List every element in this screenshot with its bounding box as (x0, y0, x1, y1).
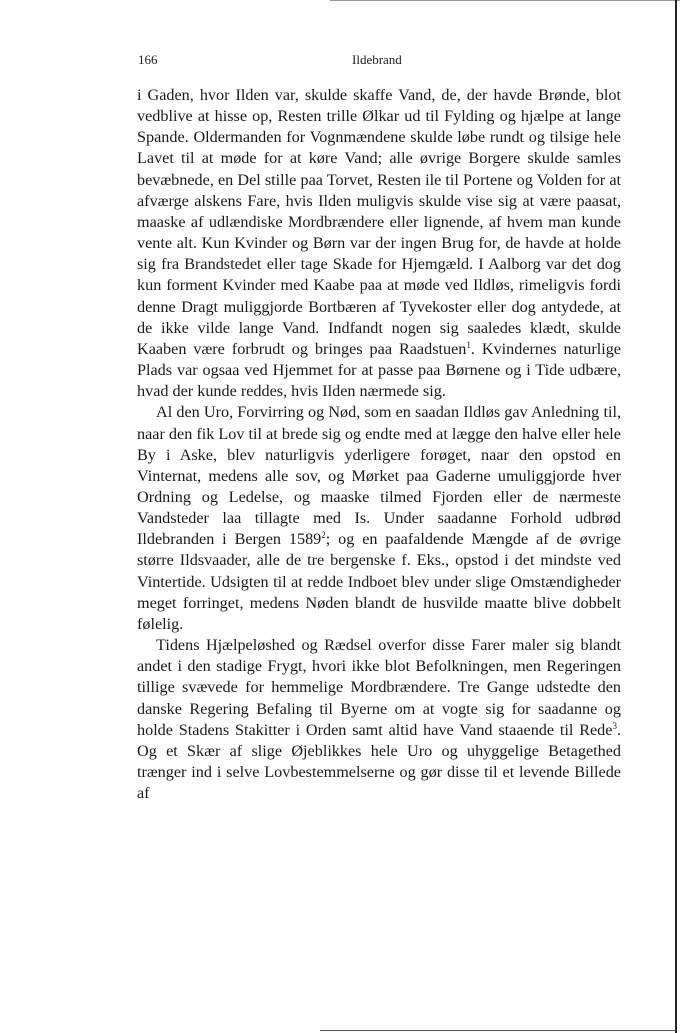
paragraph-3-text-a: Tidens Hjælpeløshed og Rædsel overfor disse Farer maler sig blandt andet i den stadige Frygt, hvori ikke blot Befolkningen, men Regeringen tillige svævede for hemmelige Mordbrændere. Tre Gange udstedte den danske Regering Befaling til Byerne om at vogte sig for saadanne og holde Stadens Stakitter i Orden samt altid have Vand staaende til Rede (137, 636, 621, 739)
paragraph-3 (137, 635, 621, 804)
scan-edge-right (675, 0, 677, 1033)
paragraph-3-text-b: . Og et Skær af slige Øjeblikkes hele Uro og uhyggelige Betagethed trænger ind i selve Lovbestemmelserne og gør disse til et levende Billede af (137, 720, 621, 803)
paragraph-2-text-b: ; og en paafaldende Mængde af de øvrige større Ildsvaader, alle de tre bergenske f. Eks., opstod i det mindste ved Vintertide. Udsigten til at redde Indboet blev under slige Omstændigheder meget forringet, medens Nøden blandt de husvilde maatte blive dobbelt følelig. (137, 530, 621, 633)
footnote-ref-3: 3 (612, 720, 617, 731)
scan-edge-top (330, 0, 680, 1)
paragraph-1-text-a: i Gaden, hvor Ilden var, skulde skaffe Vand, de, der havde Brønde, blot vedblive at hisse op, Resten trille Ølkar ud til Fylding og hjælpe at lange Spande. Oldermanden for Vognmændene skulde løbe rundt og tilsige hele Lavet til at møde for at køre Vand; alle øvrige Borgere skulde samles bevæbnede, en Del stille paa Torvet, Resten ile til Portene og Volden for at afværge alskens Fare, hvis Ilden muligvis skulde vise sig at være paasat, maaske af udlændiske Mordbrændere eller lignende, af hvem man kunde vente alt. Kun Kvinder og Børn var der ingen Brug for, de havde at holde sig fra Brandstedet eller tage Skade for Hjemgæld. I Aalborg var det dog kun forment Kvinder med Kaabe paa at møde ved Ildløs, rimeligvis fordi denne Dragt muliggjorde Bortbæren af Tyvekoster eller dog antydede, at de ikke vilde lange Vand. Indfandt nogen sig saaledes klædt, skulde Kaaben være forbrudt og bringes paa Raadstuen (137, 86, 621, 358)
paragraph-1 (137, 85, 621, 402)
paragraph-1-text-b: . Kvindernes naturlige Plads var ogsaa ved Hjemmet for at passe paa Børnene og i Tide udbære, hvad der kunde reddes, hvis Ilden nærmede sig. (137, 339, 621, 401)
running-head: Ildebrand (352, 52, 402, 67)
body-text (137, 85, 621, 804)
page-header (138, 52, 618, 70)
page-number: 166 (138, 52, 158, 67)
paragraph-2 (137, 402, 621, 635)
scan-edge-bottom (320, 1030, 676, 1031)
footnote-ref-1: 1 (466, 339, 471, 350)
paragraph-2-text-a: Al den Uro, Forvirring og Nød, som en saadan Ildløs gav Anledning til, naar den fik Lov til at brede sig og endte med at lægge den halve eller hele By i Aske, blev naturligvis yderligere forøget, naar den opstod en Vinternat, medens alle sov, og Mørket paa Gaderne umuliggjorde hver Ordning og Ledelse, og maaske tilmed Fjorden eller de nærmeste Vandsteder laa tillagte med Is. Under saadanne Forhold udbrød Ildebranden i Bergen 1589 (137, 403, 621, 549)
footnote-ref-2: 2 (321, 530, 326, 541)
